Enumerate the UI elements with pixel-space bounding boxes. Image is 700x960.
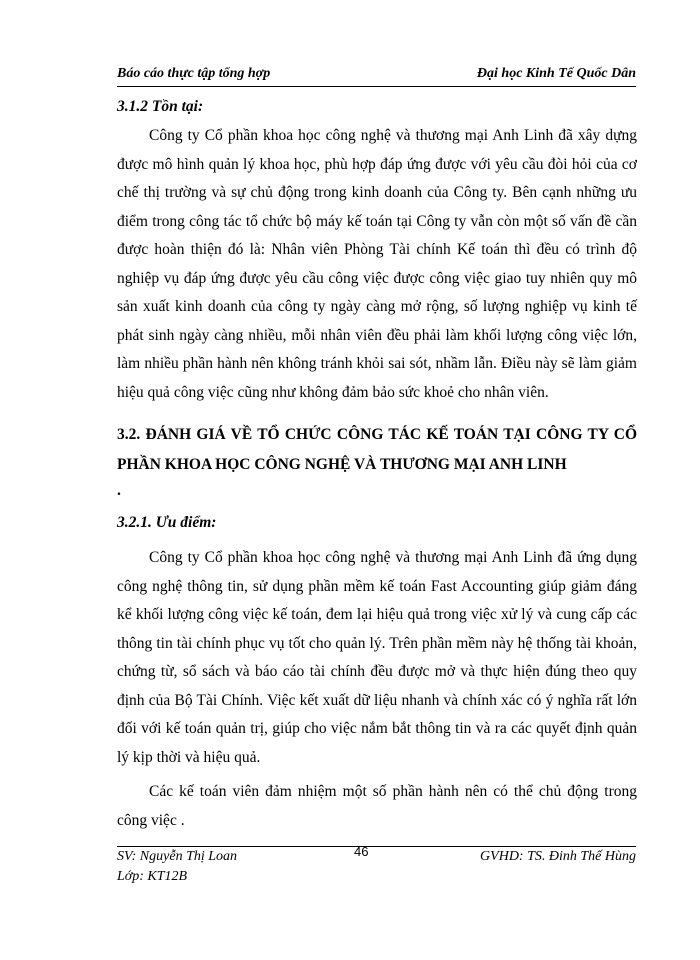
page-number: 46 <box>354 844 369 859</box>
heading-3-2: 3.2. ĐÁNH GIÁ VỀ TỔ CHỨC CÔNG TÁC KẾ TOÁN TẠI CÔNG TY CỔ PHẦN KHOA HỌC CÔNG NGHỆ VÀ THƯƠNG MẠI ANH LINH <box>117 426 637 473</box>
paragraph-uu-diem: Công ty Cổ phần khoa học công nghệ và thương mại Anh Linh đã ứng dụng công nghệ thông tin, sử dụng phần mềm kế toán Fast Accounting giúp giảm đáng kể khối lượng công việc kế toán, đem lại hiệu quả trong việc xử lý và cung cấp các thông tin tài chính phục vụ tốt cho quản lý. Trên phần mềm này hệ thống tài khoản, chứng từ, sổ sách và báo cáo tài chính đều được mở và thực hiện đúng theo quy định của Bộ Tài Chính. Việc kết xuất dữ liệu nhanh và chính xác có ý nghĩa rất lớn đối với kế toán quản trị, giúp cho việc nắm bắt thông tin và ra các quyết định quản lý kịp thời và hiệu quả. <box>117 549 637 766</box>
heading-3-2-trailing-dot: . <box>117 482 121 499</box>
footer-student-name: SV: Nguyễn Thị Loan <box>117 849 238 864</box>
heading-3-2-1: 3.2.1. Ưu điểm: <box>117 514 217 531</box>
heading-3-1-2: 3.1.2 Tồn tại: <box>117 98 204 115</box>
paragraph-ton-tai: Công ty Cổ phần khoa học công nghệ và thương mại Anh Linh đã xây dựng được mô hình quản lý khoa học, phù hợp đáp ứng được với yêu cầu đòi hỏi của cơ chế thị trường và sự chủ động trong kinh doanh của Công ty. Bên cạnh những ưu điểm trong công tác tổ chức bộ máy kế toán tại Công ty vẫn còn một số vấn đề cần được hoàn thiện đó là: Nhân viên Phòng Tài chính Kế toán thì đều có trình độ nghiệp vụ đáp ứng được yêu cầu công việc được công việc giao tuy nhiên quy mô sản xuất kinh doanh của công ty ngày càng mở rộng, số lượng nghiệp vụ kinh tế phát sinh ngày càng nhiều, mỗi nhân viên đều phải làm khối lượng công việc lớn, làm nhiều phần hành nên không tránh khỏi sai sót, nhầm lẫn. Điều này sẽ làm giảm hiệu quả công việc cũng như không đảm bảo sức khoẻ cho nhân viên. <box>117 127 637 401</box>
footer-advisor: GVHD: TS. Đinh Thế Hùng <box>480 849 636 864</box>
page-footer <box>117 846 636 892</box>
paragraph-ke-toan-vien: Các kế toán viên đảm nhiệm một số phần hành nên có thể chủ động trong công việc . <box>117 783 637 829</box>
footer-class: Lớp: KT12B <box>117 869 188 884</box>
header-university: Đại học Kinh Tế Quốc Dân <box>476 66 636 81</box>
page-content <box>117 92 637 835</box>
header-report-title: Báo cáo thực tập tổng hợp <box>117 66 271 81</box>
page-header <box>117 66 636 87</box>
